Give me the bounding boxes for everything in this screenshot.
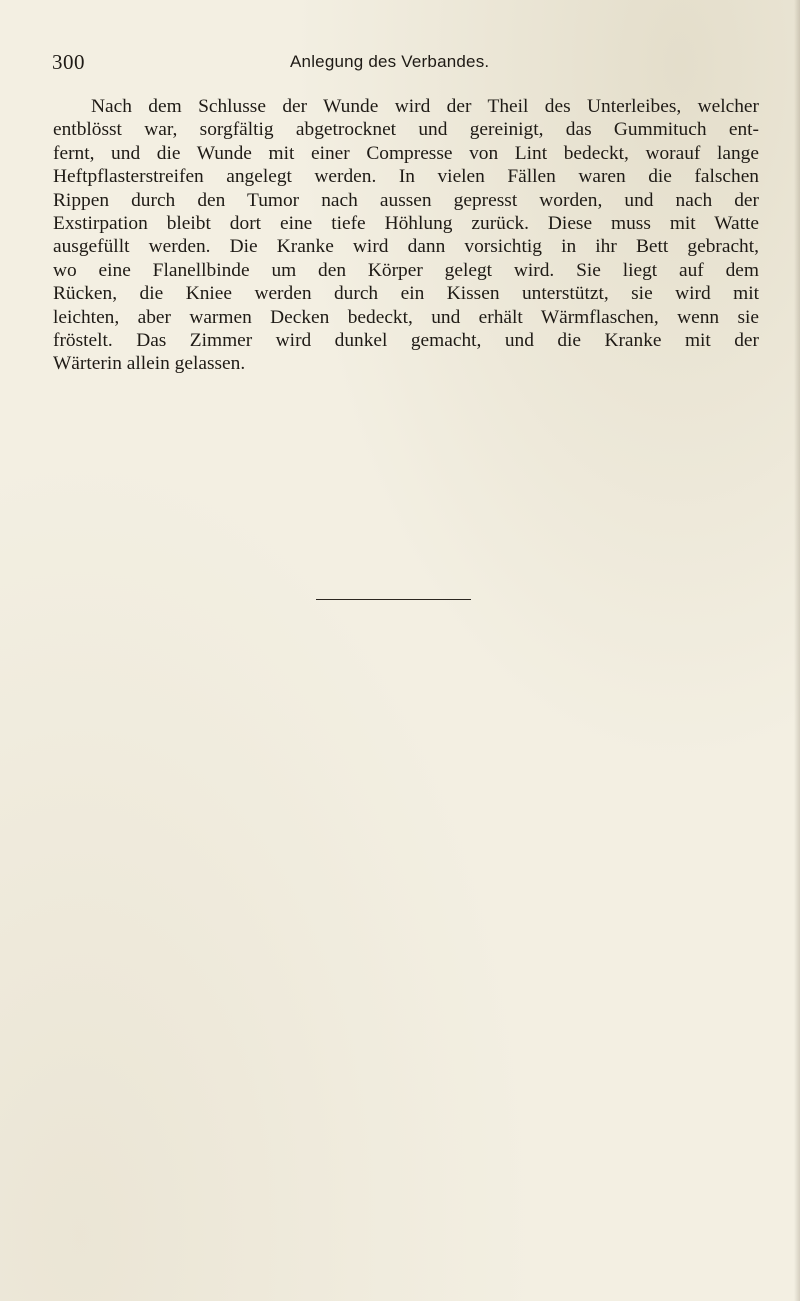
text-line: fernt, und die Wunde mit einer Compresse von Lint bedeckt, worauf lange xyxy=(53,142,759,164)
section-divider-rule xyxy=(316,599,471,600)
text-line: entblösst war, sorgfältig abgetrocknet und gereinigt, das Gummituch ent- xyxy=(53,119,759,141)
text-line: wo eine Flanellbinde um den Körper gelegt wird. Sie liegt auf dem xyxy=(53,259,759,281)
text-line: Wärterin allein gelassen. xyxy=(53,353,246,375)
text-line: Heftpflasterstreifen angelegt werden. In vielen Fällen waren die falschen xyxy=(53,166,759,188)
body-paragraph xyxy=(53,95,759,376)
text-line: Exstirpation bleibt dort eine tiefe Höhlung zurück. Diese muss mit Watte xyxy=(53,212,759,234)
text-line: ausgefüllt werden. Die Kranke wird dann vorsichtig in ihr Bett gebracht, xyxy=(53,236,759,258)
page-edge-shadow xyxy=(794,0,800,1301)
page-header xyxy=(52,50,758,76)
text-line: Rücken, die Kniee werden durch ein Kissen unterstützt, sie wird mit xyxy=(53,283,759,305)
text-line: Rippen durch den Tumor nach aussen gepresst worden, und nach der xyxy=(53,189,759,211)
text-line: leichten, aber warmen Decken bedeckt, und erhält Wärmflaschen, wenn sie xyxy=(53,306,759,328)
running-head: Anlegung des Verbandes. xyxy=(290,52,490,71)
page-number: 300 xyxy=(52,50,85,74)
text-line: fröstelt. Das Zimmer wird dunkel gemacht, und die Kranke mit der xyxy=(53,329,759,351)
text-line: Nach dem Schlusse der Wunde wird der Theil des Unterleibes, welcher xyxy=(91,96,759,117)
